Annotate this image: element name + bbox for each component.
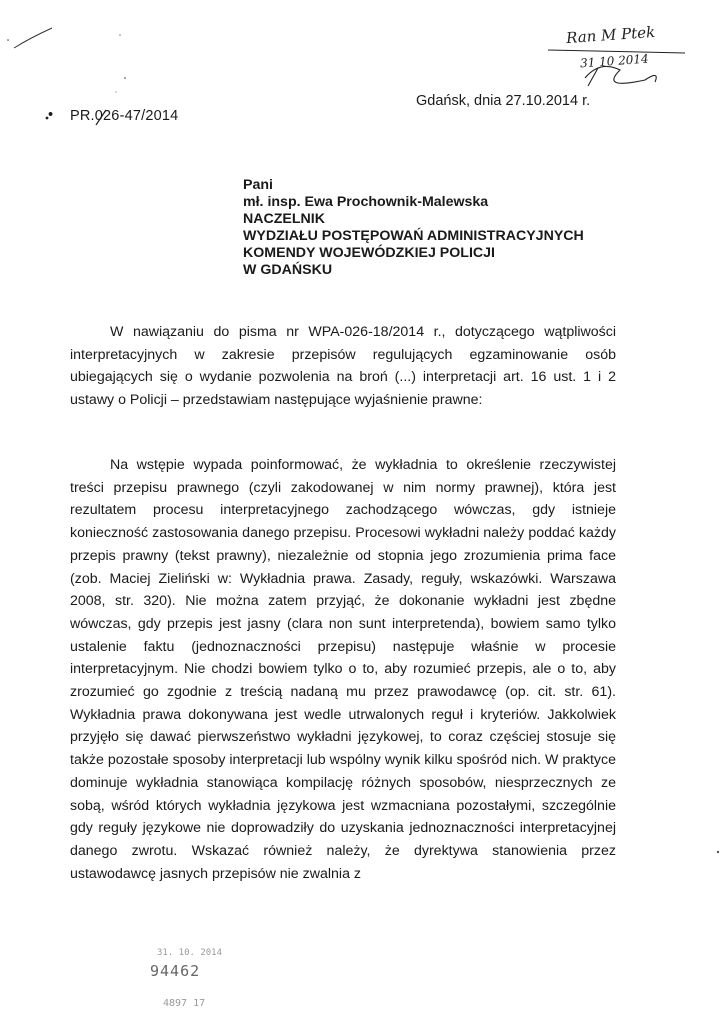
- reference-value: PR.026-47/2014: [70, 108, 179, 124]
- body-paragraph-intro: W nawiązaniu do pisma nr WPA-026-18/2014 r., dotyczącego wątpliwości interpretacyjnych w zakresie przepisów regulujących egzaminowanie osób ubiegających się o wydanie pozwolenia na broń (...) interpretacji art. 16 ust. 1 i 2 ustawy o Policji – przedstawiam następujące wyjaśnienie prawne:: [70, 324, 616, 409]
- reference-number: [48, 107, 179, 124]
- speck: [7, 39, 9, 41]
- addressee-line: WYDZIAŁU POSTĘPOWAŃ ADMINISTRACYJNYCH: [243, 228, 584, 244]
- handwritten-note-2: 31 10 2014: [579, 51, 650, 71]
- addressee-line: W GDAŃSKU: [243, 262, 333, 278]
- footer-mark: 4897 17: [163, 998, 206, 1009]
- registry-number-stamp: 94462: [150, 962, 201, 980]
- handwritten-note-1: Ran M Ptek: [565, 22, 656, 48]
- addressee-line: mł. insp. Ewa Prochownik-Malewska: [243, 194, 489, 210]
- body-paragraph-main: Na wstępie wypada poinformować, że wykładnia to określenie rzeczywistej treści przepisu prawnego (czyli zakodowanej w nim normy prawnej), która jest rezultatem procesu interpretacyjnego zachodzącego wówczas, gdy istnieje konieczność zastosowania danego przepisu. Procesowi wykładni należy poddać każdy przepis prawny (tekst prawny), niezależnie od stopnia jego zrozumienia prima face (zob. Maciej Zieliński w: Wykładnia prawa. Zasady, reguły, wskazówki. Warszawa 2008, str. 320). Nie można zatem przyjąć, że dokonanie wykładni jest zbędne wówczas, gdy przepis jest jasny (clara non sunt interpretenda), bowiem samo tylko ustalenie faktu (jednoznaczności przepisu) następuje właśnie w procesie interpretacyjnym. Nie chodzi bowiem tylko o to, aby rozumieć przepis, ale o to, aby zrozumieć go zgodnie z treścią nadaną mu przez prawodawcę (op. cit. str. 61). Wykładnia prawa dokonywana jest wedle utrwalonych reguł i kryteriów. Jakkolwiek przyjęło się dawać pierwszeństwo wykładni językowej, to coraz częściej stosuje się także pozostałe sposoby interpretacji lub wspólny wynik kilku spośród nich. W praktyce dominuje wykładnia stanowiąca kompilację różnych sposobów, niesprzecznych ze sobą, wśród których wykładnia językowa jest wzmacniana pozostałymi, szczególnie gdy reguły językowe nie doprowadziły do uzyskania jednoznaczności interpretacyjnej danego zwrotu. Wskazać również należy, że dyrektywa stanowienia przez ustawodawcę jasnych przepisów nie zwalnia z: [70, 457, 616, 882]
- place-and-date: Gdańsk, dnia 27.10.2014 r.: [416, 93, 591, 109]
- speck: [115, 91, 117, 93]
- addressee-block: [243, 177, 584, 279]
- speck: [717, 851, 719, 853]
- bullet-mark: •: [48, 107, 54, 123]
- signature-underline: [548, 50, 685, 53]
- date-stamp: 31. 10. 2014: [157, 948, 223, 958]
- addressee-line: KOMENDY WOJEWÓDZKIEJ POLICJI: [243, 245, 495, 261]
- pen-stroke: [14, 28, 52, 48]
- signature-scribble: [585, 66, 656, 86]
- addressee-line: Pani: [243, 177, 273, 193]
- speck: [119, 34, 121, 36]
- addressee-line: NACZELNIK: [243, 211, 325, 227]
- speck: [124, 77, 126, 79]
